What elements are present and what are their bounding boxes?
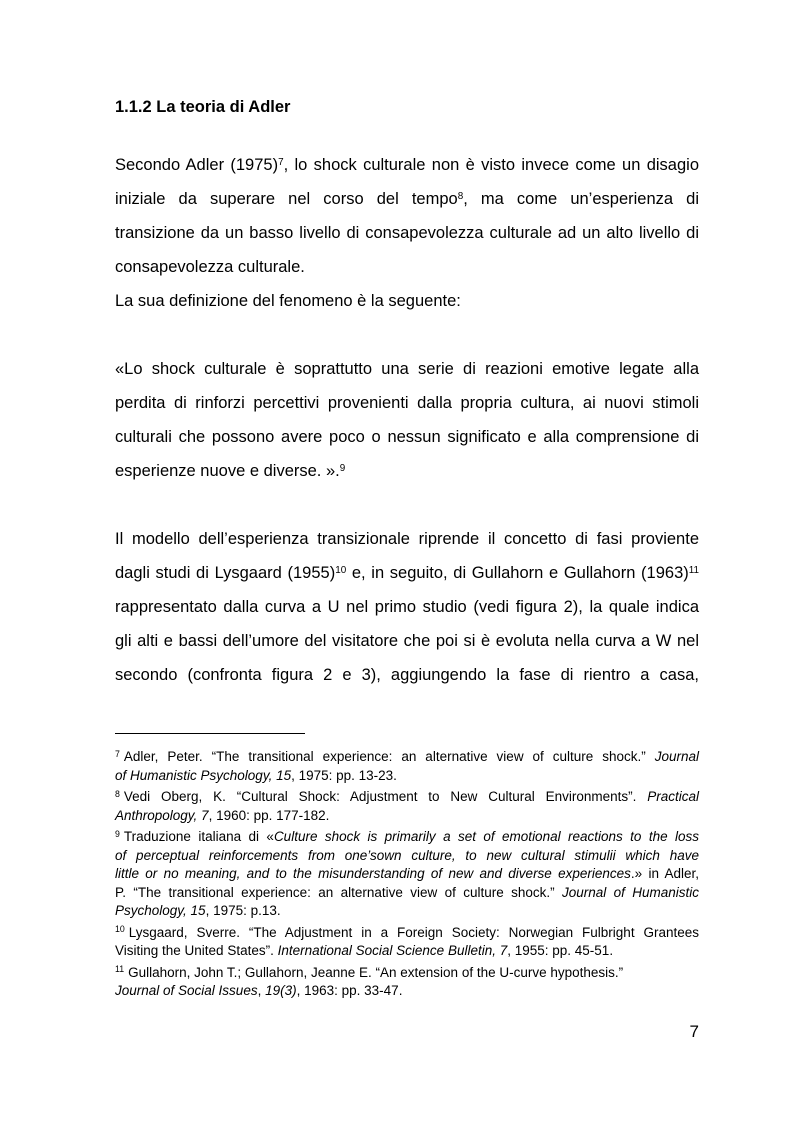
text-run: , 1975: p.13. [205, 903, 281, 918]
text-run: rappresentato dalla curva a U nel primo studio (vedi figura 2), la quale indica [115, 598, 699, 616]
text-run: «Lo shock culturale è soprattutto una serie di reazioni emotive legate alla [115, 360, 699, 378]
text-line [115, 250, 699, 284]
page-number: 7 [689, 1022, 699, 1041]
footnote-ref: 9 [339, 462, 346, 474]
section-heading: 1.1.2 La teoria di Adler [115, 98, 291, 116]
text-line [115, 216, 699, 250]
text-run: , 1955: pp. 45-51. [507, 943, 614, 958]
text-run-italic: Psychology, 15 [115, 903, 206, 918]
footnote-line [115, 924, 699, 943]
footnotes [115, 748, 699, 1001]
text-run: , ma come un’esperienza di [463, 190, 699, 208]
footnote-9 [115, 828, 699, 921]
footnote-10 [115, 924, 699, 961]
text-line [115, 556, 699, 590]
text-line [115, 182, 699, 216]
text-run: , lo shock culturale non è visto invece come un disagio [283, 156, 699, 174]
text-run: consapevolezza culturale. [115, 258, 305, 276]
footnote-ref: 10 [335, 564, 347, 576]
text-line [115, 658, 699, 692]
text-run: P. “The transitional experience: an alternative view of culture shock.” [115, 884, 562, 900]
text-run: esperienze nuove e diverse. ». [115, 462, 340, 480]
text-run-italic: Culture shock is primarily a set of emotional reactions to the loss [273, 829, 699, 844]
text-run: perdita di rinforzi percettivi provenienti dalla propria cultura, ai nuovi stimoli [115, 394, 699, 412]
footnote-line [115, 982, 699, 1001]
text-run: , 1963: pp. 33-47. [296, 983, 403, 998]
footnote-number: 9 [115, 828, 120, 839]
footnote-number: 7 [115, 748, 120, 759]
footnote-line [115, 788, 699, 807]
footnote-line [115, 884, 699, 903]
text-run: Lysgaard, Sverre. “The Adjustment in a Foreign Society: Norwegian Fulbright Grantees [128, 924, 699, 940]
footnote-ref: 8 [457, 190, 464, 202]
text-run: iniziale da superare nel corso del tempo [115, 190, 458, 208]
text-run: Visiting the United States”. [115, 943, 278, 958]
text-run-italic: of perceptual reinforcements from one’sown culture, to new cultural stimulii which have [115, 847, 699, 863]
text-run: Adler, Peter. “The transitional experience: an alternative view of culture shock.” [123, 749, 655, 764]
text-run-italic: Journal of Humanistic [561, 884, 699, 900]
footnote-number: 11 [115, 964, 125, 975]
footnote-8 [115, 788, 699, 825]
blank-line [115, 488, 699, 522]
text-run: culturali che possono avere poco o nessun significato e alla comprensione di [115, 428, 699, 446]
blank-line [115, 318, 699, 352]
text-run: Il modello dell’esperienza transizionale riprende il concetto di fasi proviente [115, 530, 699, 548]
footnote-ref: 11 [688, 564, 699, 576]
text-run-italic: International Social Science Bulletin, 7 [277, 943, 508, 958]
text-run-italic: little or no meaning, and to the misunderstanding of new and diverse experiences [115, 866, 631, 881]
text-run: Vedi Oberg, K. “Cultural Shock: Adjustment to New Cultural Environments”. [123, 789, 648, 804]
footnote-separator [115, 733, 305, 734]
text-run: Traduzione italiana di « [123, 829, 274, 844]
footnote-11 [115, 964, 699, 1001]
text-run-italic: Practical [647, 789, 699, 804]
quote-line [115, 420, 699, 454]
text-run: La sua definizione del fenomeno è la seguente: [115, 292, 461, 310]
text-run: gli alti e bassi dell’umore del visitatore che poi si è evoluta nella curva a W nel [115, 632, 699, 650]
quote-line [115, 352, 699, 386]
footnote-line [115, 767, 699, 786]
footnote-line [115, 942, 699, 961]
text-line [115, 148, 699, 182]
text-line [115, 624, 699, 658]
text-run-italic: 19(3) [265, 983, 297, 998]
footnote-line [115, 964, 699, 983]
text-line [115, 284, 699, 318]
text-run: e, in seguito, di Gullahorn e Gullahorn (1963) [346, 564, 689, 582]
text-run: Gullahorn, John T.; Gullahorn, Jeanne E. “An extension of the U-curve hypothesis.” [128, 964, 624, 980]
quote-line [115, 454, 699, 488]
text-run: transizione da un basso livello di consapevolezza culturale ad un alto livello di [115, 224, 699, 242]
footnote-line [115, 902, 699, 921]
body-text [115, 148, 699, 692]
footnote-ref: 7 [278, 156, 284, 168]
text-run: , [257, 983, 266, 998]
text-run: , 1960: pp. 177-182. [208, 807, 330, 823]
text-run: Secondo Adler (1975) [115, 156, 279, 174]
text-run-italic: Journal [654, 749, 699, 764]
footnote-line [115, 748, 699, 767]
text-run-italic: of Humanistic Psychology, 15 [115, 767, 292, 783]
text-run-italic: Journal of Social Issues [115, 983, 258, 998]
footnote-number: 10 [115, 924, 125, 935]
text-run: dagli studi di Lysgaard (1955) [115, 564, 336, 582]
text-run: , 1975: pp. 13-23. [291, 767, 397, 783]
text-run: secondo (confronta figura 2 e 3), aggiungendo la fase di rientro a casa, [115, 666, 699, 684]
text-run: .» in Adler, [630, 866, 700, 881]
footnote-line [115, 865, 699, 884]
footnote-number: 8 [115, 788, 120, 799]
text-line [115, 522, 699, 556]
footnote-line [115, 828, 699, 847]
footnote-line [115, 807, 699, 826]
text-run-italic: Anthropology, 7 [115, 807, 209, 823]
text-line [115, 590, 699, 624]
quote-line [115, 386, 699, 420]
footnote-7 [115, 748, 699, 785]
footnote-line [115, 847, 699, 866]
